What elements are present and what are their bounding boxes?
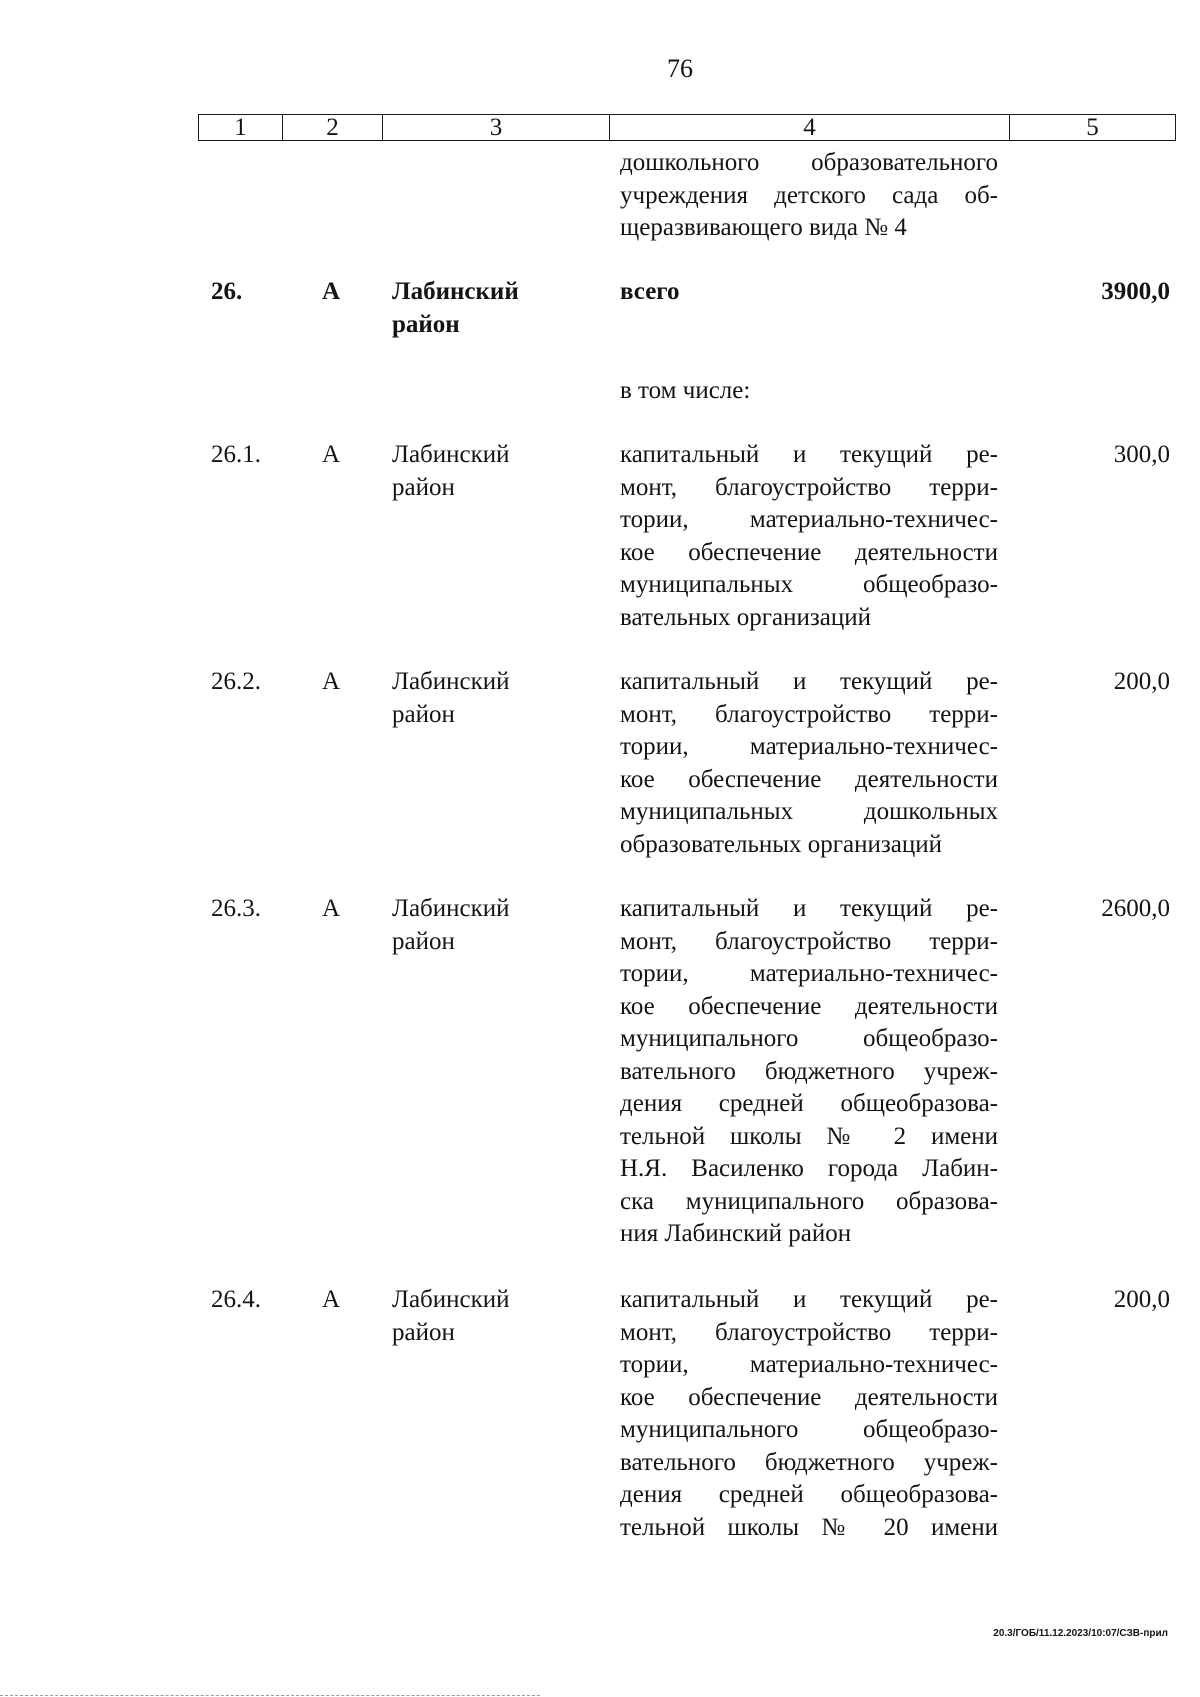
row-amount: 200,0	[1113, 668, 1170, 695]
row-number: 26.4.	[211, 1286, 261, 1313]
description-line: образовательных организаций	[620, 830, 943, 858]
row-district	[392, 1284, 592, 1349]
description-line: тории, материально-техничес-	[620, 506, 998, 533]
row-number: 26.	[211, 278, 243, 305]
row-letter: А	[322, 895, 341, 922]
column-header-3: 3	[383, 115, 610, 141]
row-letter: А	[322, 441, 341, 468]
description-line: монт, благоустройство терри-	[620, 473, 998, 501]
row-amount: 3900,0	[1101, 278, 1170, 305]
description-line: капитальный и текущий ре-	[620, 895, 998, 922]
description-line: муниципальных общеобразо-	[620, 571, 998, 598]
row-description	[620, 666, 998, 861]
description-line: муниципальных дошкольных	[620, 798, 998, 825]
description-line: учреждения детского сада об-	[620, 181, 998, 209]
description-line: дения средней общеобразова-	[620, 1481, 998, 1508]
row-letter: А	[322, 668, 341, 695]
column-header-5: 5	[1010, 115, 1176, 141]
district-line: Лабинский	[392, 895, 510, 922]
row-district	[392, 276, 592, 341]
description-line: капитальный и текущий ре-	[620, 668, 998, 695]
column-header-table	[198, 114, 1176, 141]
description-line: кое обеспечение деятельности	[620, 1383, 998, 1411]
description-line: тельной школы № 20 имени	[620, 1513, 998, 1541]
column-header-1: 1	[199, 115, 283, 141]
description-line: муниципального общеобразо-	[620, 1025, 998, 1052]
description-line: кое обеспечение деятельности	[620, 538, 998, 566]
row-district	[392, 666, 592, 731]
row-letter: А	[322, 278, 341, 305]
description-line: монт, благоустройство терри-	[620, 927, 998, 955]
document-footer-code: 20.3/ГОБ/11.12.2023/10:07/СЗВ-прил	[993, 1628, 1168, 1639]
row-label: всего	[620, 278, 680, 305]
row-description	[620, 1284, 998, 1544]
row-amount: 200,0	[1113, 1286, 1170, 1313]
district-line: район	[392, 700, 455, 728]
row-description	[620, 893, 998, 1251]
row-district	[392, 893, 592, 958]
description-line: ска муниципального образова-	[620, 1187, 998, 1215]
continuation-description	[620, 147, 998, 245]
column-header-row	[199, 115, 1176, 141]
description-line: вательных организаций	[620, 603, 871, 631]
in-that-number-label: в том числе:	[620, 377, 751, 404]
description-line: капитальный и текущий ре-	[620, 1286, 998, 1313]
description-line: щеразвивающего вида № 4	[620, 214, 907, 241]
column-header-4: 4	[610, 115, 1010, 141]
description-line: капитальный и текущий ре-	[620, 441, 998, 468]
district-line: Лабинский	[392, 1286, 510, 1313]
page-number: 76	[667, 54, 693, 83]
description-line: монт, благоустройство терри-	[620, 700, 998, 728]
description-line: монт, благоустройство терри-	[620, 1318, 998, 1346]
row-number: 26.2.	[211, 668, 261, 695]
column-header-2: 2	[283, 115, 383, 141]
description-line: Н.Я. Василенко города Лабин-	[620, 1155, 998, 1182]
description-line: тории, материально-техничес-	[620, 960, 998, 987]
row-description	[620, 439, 998, 634]
description-line: муниципального общеобразо-	[620, 1416, 998, 1443]
description-line: вательного бюджетного учреж-	[620, 1057, 998, 1085]
district-line: район	[392, 927, 455, 955]
row-amount: 300,0	[1113, 441, 1170, 468]
description-line: тории, материально-техничес-	[620, 733, 998, 760]
description-line: кое обеспечение деятельности	[620, 765, 998, 793]
district-line: район	[392, 473, 455, 501]
row-letter: А	[322, 1286, 341, 1313]
description-line: кое обеспечение деятельности	[620, 992, 998, 1020]
district-line: Лабинский	[392, 278, 519, 305]
district-line: район	[392, 1318, 455, 1346]
description-line: вательного бюджетного учреж-	[620, 1448, 998, 1476]
description-line: тории, материально-техничес-	[620, 1351, 998, 1378]
description-line: дения средней общеобразова-	[620, 1090, 998, 1117]
district-line: район	[392, 310, 460, 338]
row-number: 26.1.	[211, 441, 261, 468]
description-line: ния Лабинский район	[620, 1220, 852, 1247]
row-amount: 2600,0	[1101, 895, 1170, 922]
district-line: Лабинский	[392, 441, 510, 468]
row-district	[392, 439, 592, 504]
description-line: дошкольного образовательного	[620, 149, 998, 176]
district-line: Лабинский	[392, 668, 510, 695]
description-line: тельной школы № 2 имени	[620, 1122, 998, 1150]
row-number: 26.3.	[211, 895, 261, 922]
